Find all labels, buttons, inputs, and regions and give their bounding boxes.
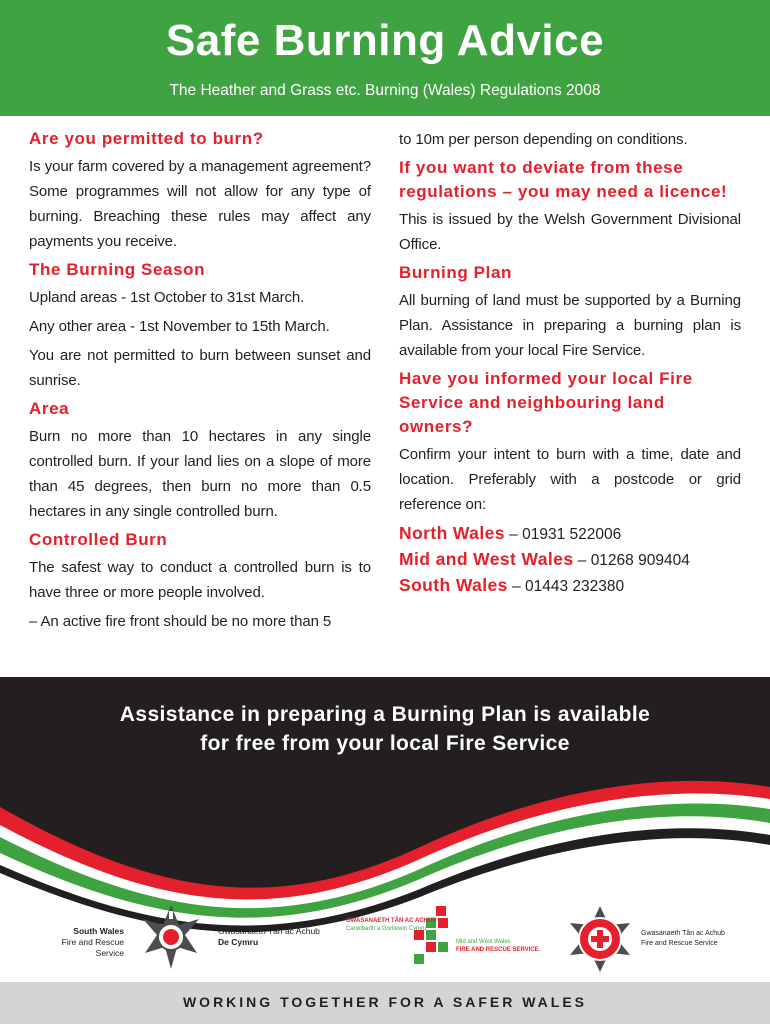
contact-north: [399, 521, 741, 547]
south-wales-welsh-name: [218, 926, 320, 948]
mid-west-welsh-line-2: Canolbarth a Gorllewin Cymru: [346, 926, 427, 932]
banner-line-1: Assistance in preparing a Burning Plan is available: [119, 703, 651, 726]
decorative-wave: [0, 677, 770, 1024]
contact-separator: –: [507, 578, 525, 595]
contact-region: North Wales: [399, 523, 505, 543]
north-wales-name: [641, 929, 725, 949]
controlled-heading: Controlled Burn: [29, 530, 168, 549]
season-upland: Upland areas - 1st October to 31st March.: [29, 289, 305, 306]
licence-text: This is issued by the Welsh Government Divisional Office.: [399, 211, 741, 253]
right-column: [399, 127, 741, 599]
north-wales-name-line-2: Fire and Rescue Service: [641, 940, 718, 947]
south-wales-name-line-2: Fire and Rescue Service: [61, 937, 124, 958]
mid-west-english-line-2: FIRE AND RESCUE SERVICE: [456, 947, 539, 953]
page-subtitle: The Heather and Grass etc. Burning (Wales) Regulations 2008: [169, 82, 601, 99]
controlled-text: The safest way to conduct a controlled burn is to have three or more people involved.: [29, 559, 371, 601]
contact-phone: 01268 909404: [590, 552, 690, 569]
area-text: Burn no more than 10 hectares in any single controlled burn. If your land lies on a slope of more than 45 degrees, then burn no more than 0.5 hectares in any single controlled burn.: [29, 428, 371, 520]
south-wales-name: [36, 926, 124, 959]
mid-west-english-line-1: Mid and West Wales: [456, 939, 511, 945]
permitted-text: Is your farm covered by a management agreement? Some programmes will not allow for any type of burning. Breaching these rules may affect any payments you receive.: [29, 158, 371, 250]
contact-phone: 01443 232380: [525, 578, 625, 595]
header-banner: [0, 0, 770, 116]
contact-region: Mid and West Wales: [399, 549, 574, 569]
fire-front-continued: to 10m per person depending on conditions.: [399, 131, 688, 148]
contact-separator: –: [573, 552, 591, 569]
mid-west-english-name: [456, 938, 539, 954]
mid-west-welsh-name: [346, 917, 437, 933]
south-wales-welsh-line-1: Gwasanaeth Tân ac Achub: [218, 926, 320, 936]
page-title: Safe Burning Advice: [165, 16, 605, 65]
left-column: [29, 127, 371, 638]
season-heading: The Burning Season: [29, 260, 206, 279]
footer-slogan: WORKING TOGETHER FOR A SAFER WALES: [182, 994, 588, 1010]
season-sunset: You are not permitted to burn between sunset and sunrise.: [29, 347, 371, 389]
north-wales-name-line-1: Gwasanaeth Tân ac Achub: [641, 930, 725, 937]
contact-separator: –: [504, 526, 523, 543]
informed-text: Confirm your intent to burn with a time, date and location. Preferably with a postcode or grid reference on:: [399, 446, 741, 513]
licence-heading: If you want to deviate from these regulations – you may need a licence!: [399, 158, 728, 201]
mid-west-welsh-line-1: GWASANAETH TÂN AC ACHUB: [346, 918, 437, 924]
season-other: Any other area - 1st November to 15th March.: [29, 318, 330, 335]
plan-heading: Burning Plan: [399, 263, 512, 282]
south-wales-name-line-1: South Wales: [73, 926, 124, 936]
south-wales-welsh-line-2: De Cymru: [218, 937, 259, 947]
contact-mid-west: [399, 547, 741, 573]
permitted-heading: Are you permitted to burn?: [29, 129, 264, 148]
plan-text: All burning of land must be supported by a Burning Plan. Assistance in preparing a burning plan is available from your local Fire Service.: [399, 292, 741, 359]
contact-south: [399, 573, 741, 599]
informed-heading: Have you informed your local Fire Service and neighbouring land owners?: [399, 369, 693, 436]
area-heading: Area: [29, 399, 70, 418]
contact-phone: 01931 522006: [522, 526, 622, 543]
fire-front-text: – An active fire front should be no more than 5: [29, 613, 332, 630]
banner-line-2: for free from your local Fire Service: [200, 732, 570, 755]
contact-region: South Wales: [399, 575, 508, 595]
north-wales-crest-icon: [564, 903, 636, 975]
mid-west-wales-logo-icon: [406, 906, 454, 966]
south-wales-crest-icon: [132, 903, 210, 971]
